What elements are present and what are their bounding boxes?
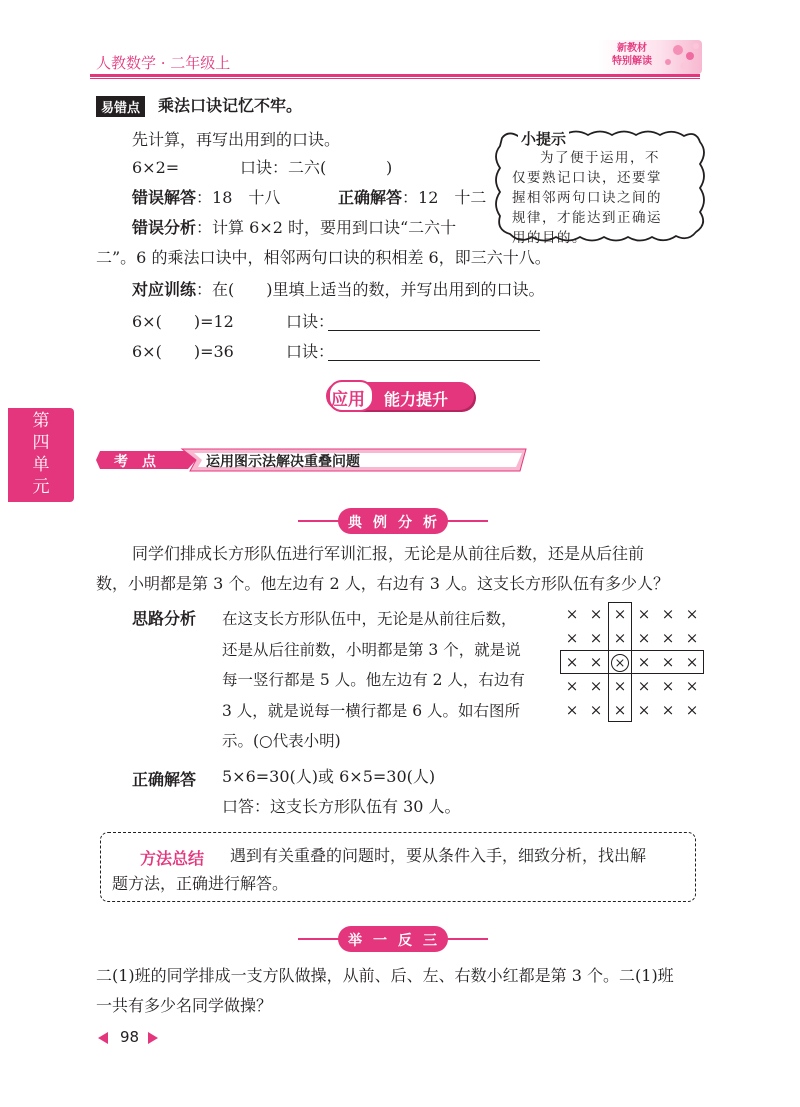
right-answer-value: ：12 十二 — [402, 188, 487, 207]
answer-statement: 口答：这支长方形队伍有 30 人。 — [222, 797, 461, 816]
analysis-text-1: ：计算 6×2 时，要用到口诀“二六十 — [196, 218, 457, 237]
thinking-line: 示。(○代表小明) — [222, 732, 341, 750]
thinking-label: 思路分析 — [132, 609, 197, 628]
hint-line: 握相邻两句口诀之间的 — [512, 190, 662, 206]
student-mark: × — [637, 653, 651, 671]
unit-side-tab — [8, 408, 74, 502]
student-mark: × — [661, 629, 675, 647]
header-divider — [90, 74, 700, 77]
method-line-1: 遇到有关重叠的问题时，要从条件入手，细致分析，找出解 — [230, 846, 647, 865]
student-mark: × — [589, 629, 603, 647]
answer-label: 正确解答 — [132, 770, 197, 789]
header-divider-thin — [90, 78, 700, 79]
example-problem-line-1: 同学们排成长方形队伍进行军训汇报，无论是从前往后数，还是从后往前 — [132, 544, 645, 563]
brand-line-2: 特别解读 — [612, 56, 652, 67]
right-answer-line — [338, 188, 486, 208]
unit-tab-char: 元 — [32, 477, 50, 497]
xiaoming-marker: × — [608, 650, 632, 674]
practice-rhyme-label-2: 口诀： — [286, 342, 335, 361]
example-problem-line-2: 数，小明都是第 3 个。他左边有 2 人，右边有 3 人。这支长方形队伍有多少人？ — [96, 574, 670, 593]
highlight-row-frame — [560, 650, 704, 674]
unit-tab-char: 第 — [32, 411, 50, 431]
practice-rhyme-label-1: 口诀： — [286, 312, 335, 331]
method-label: 方法总结 — [140, 849, 205, 868]
student-mark: × — [661, 677, 675, 695]
wrong-answer-value: ：18 十八 — [196, 188, 281, 207]
thinking-line: 每一竖行都是 5 人。他左边有 2 人，右边有 — [222, 671, 525, 689]
student-mark: × — [565, 605, 579, 623]
analysis-line-2: 二”。6 的乘法口诀中，相邻两句口诀的积相差 6，即三六十八。 — [96, 248, 551, 267]
practice-banner-char: 举 — [348, 933, 362, 949]
kaodian-label: 考 点 — [114, 454, 156, 470]
error-tag: 易错点 — [96, 96, 145, 117]
problem-rhyme: 口诀：二六( — [240, 158, 327, 177]
student-mark: × — [565, 629, 579, 647]
student-mark: × — [637, 701, 651, 719]
student-mark: × — [589, 653, 603, 671]
student-mark: × — [565, 701, 579, 719]
student-mark: × — [685, 677, 699, 695]
student-mark: × — [661, 653, 675, 671]
kaodian-text: 运用图示法解决重叠问题 — [206, 454, 360, 470]
thinking-line: 3 人，就是说每一横行都是 6 人。如右图所 — [222, 701, 521, 720]
student-mark: × — [661, 701, 675, 719]
problem-rhyme-close: ) — [386, 158, 393, 177]
student-mark: × — [613, 701, 627, 719]
analysis-line-1 — [132, 218, 456, 238]
wrong-answer-label: 错误解答 — [132, 188, 197, 207]
practice-problem-line-1: 二(1)班的同学排成一支方队做操，从前、后、左、右数小红都是第 3 个。二(1)班 — [96, 966, 674, 985]
answer-blank-2[interactable] — [328, 360, 540, 361]
hint-line: 仅要熟记口诀，还要掌 — [512, 170, 662, 186]
hint-line: 规律，才能达到正确运 — [512, 210, 662, 226]
practice-banner — [298, 925, 488, 953]
example-banner — [298, 507, 488, 535]
banner-part2: 能力提升 — [384, 390, 449, 409]
formation-diagram — [560, 602, 706, 722]
thinking-line: 还是从后往前数，小明都是第 3 个，就是说 — [222, 640, 521, 659]
student-mark: × — [565, 677, 579, 695]
student-mark: × — [637, 629, 651, 647]
thinking-line: 在这支长方形队伍中，无论是从前往后数， — [222, 610, 517, 628]
student-mark: × — [685, 629, 699, 647]
wrong-answer-line — [132, 188, 280, 208]
header-title: 人教数学 · 二年级上 — [96, 54, 231, 72]
student-mark: × — [637, 605, 651, 623]
unit-tab-char: 单 — [32, 455, 50, 475]
practice-expr-1: 6×( )=12 — [132, 312, 234, 331]
student-mark: × — [565, 653, 579, 671]
practice-problem-line-2: 一共有多少名同学做操？ — [96, 996, 273, 1015]
practice-expr-2: 6×( )=36 — [132, 342, 234, 361]
problem-expression: 6×2= — [132, 158, 180, 177]
practice-label: 对应训练 — [132, 280, 197, 299]
answer-expression: 5×6=30(人)或 6×5=30(人) — [222, 767, 436, 786]
student-mark: × — [589, 701, 603, 719]
thinking-text — [222, 604, 525, 757]
student-mark: × — [589, 605, 603, 623]
student-mark: × — [685, 653, 699, 671]
hint-title: 小提示 — [518, 128, 569, 149]
example-banner-char: 析 — [423, 515, 437, 531]
student-mark: × — [589, 677, 603, 695]
page-number: 98 — [120, 1028, 140, 1046]
student-mark: × — [613, 677, 627, 695]
banner-part1: 应用 — [331, 390, 365, 410]
student-mark: × — [637, 677, 651, 695]
brand-line-1: 新教材 — [617, 43, 647, 54]
student-mark: × — [685, 701, 699, 719]
example-banner-char: 分 — [398, 515, 412, 531]
practice-banner-char: 一 — [373, 933, 387, 949]
section-banner — [326, 380, 476, 412]
student-mark: × — [613, 629, 627, 647]
hint-line: 为了便于运用，不 — [540, 150, 660, 166]
practice-text: ：在( )里填上适当的数，并写出用到的口诀。 — [196, 280, 545, 299]
practice-banner-char: 三 — [423, 933, 437, 949]
unit-tab-char: 四 — [32, 433, 50, 453]
example-banner-char: 例 — [373, 515, 387, 531]
prev-page-arrow-icon[interactable] — [96, 1030, 110, 1049]
student-mark: × — [661, 605, 675, 623]
practice-banner-char: 反 — [398, 933, 412, 949]
hint-line: 用的目的。 — [512, 230, 587, 246]
hint-body — [512, 148, 682, 248]
answer-blank-1[interactable] — [328, 330, 540, 331]
method-line-2: 题方法，正确进行解答。 — [112, 874, 289, 893]
student-mark: × — [613, 605, 627, 623]
student-mark: × — [685, 605, 699, 623]
practice-instruction — [132, 280, 545, 300]
example-banner-char: 典 — [348, 515, 362, 531]
right-answer-label: 正确解答 — [338, 188, 403, 207]
error-instruction: 先计算，再写出用到的口诀。 — [132, 130, 341, 149]
next-page-arrow-icon[interactable] — [146, 1030, 160, 1049]
error-title: 乘法口诀记忆不牢。 — [158, 96, 303, 115]
analysis-label: 错误分析 — [132, 218, 197, 237]
brand-text — [608, 42, 656, 68]
